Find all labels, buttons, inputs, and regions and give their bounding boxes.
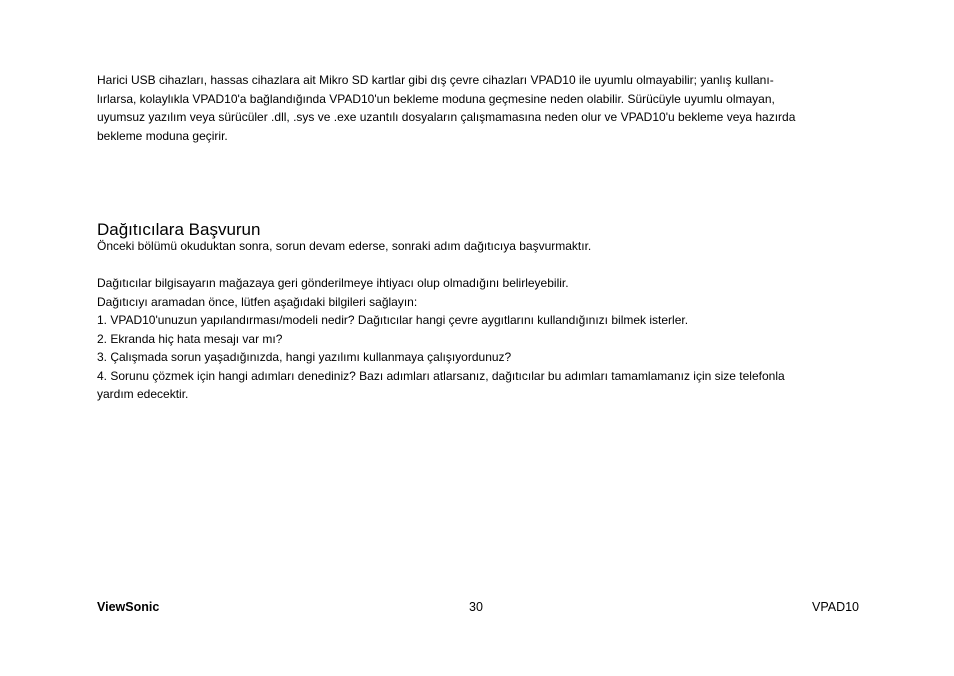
list-item-continuation: yardım edecektir. xyxy=(97,387,189,401)
list-item: 4. Sorunu çözmek için hangi adımları denediniz? Bazı adımları atlarsanız, dağıtıcılar bu adımları tamamlamanız için size telefonla xyxy=(97,368,785,383)
body-line: Dağıtıcılar bilgisayarın mağazaya geri gönderilmeye ihtiyacı olup olmadığını belirleyebilir. xyxy=(97,276,569,290)
page-number: 30 xyxy=(469,600,483,614)
intro-line: uyumsuz yazılım veya sürücüler .dll, .sys ve .exe uzantılı dosyaların çalışmamasına neden olur ve VPAD10'u bekleme veya hazırda xyxy=(97,110,796,124)
page-footer xyxy=(97,600,859,618)
body-line: Dağıtıcıyı aramadan önce, lütfen aşağıdaki bilgileri sağlayın: xyxy=(97,294,418,309)
list-item: 1. VPAD10'unuzun yapılandırması/modeli nedir? Dağıtıcılar hangi çevre aygıtlarını kullandığınızı bilmek isterler. xyxy=(97,313,689,327)
section-lead: Önceki bölümü okuduktan sonra, sorun devam ederse, sonraki adım dağıtıcıya başvurmaktır. xyxy=(97,239,592,253)
list-item: 3. Çalışmada sorun yaşadığınızda, hangi yazılımı kullanmaya çalışıyordunuz? xyxy=(97,350,512,364)
section-body xyxy=(97,274,862,404)
section-heading: Dağıtıcılara Başvurun xyxy=(97,220,261,239)
intro-line: lırlarsa, kolaylıkla VPAD10'a bağlandığında VPAD10'un bekleme moduna geçmesine neden olabilir. Sürücüyle uyumlu olmayan, xyxy=(97,91,775,106)
intro-line: bekleme moduna geçirir. xyxy=(97,128,228,143)
intro-paragraph xyxy=(97,71,862,145)
list-item: 2. Ekranda hiç hata mesajı var mı? xyxy=(97,331,283,346)
intro-line: Harici USB cihazları, hassas cihazlara ait Mikro SD kartlar gibi dış çevre cihazları VPAD10 ile uyumlu olmayabilir; yanlış kullanı- xyxy=(97,73,774,87)
footer-brand: ViewSonic xyxy=(97,600,160,614)
footer-model: VPAD10 xyxy=(811,600,859,614)
